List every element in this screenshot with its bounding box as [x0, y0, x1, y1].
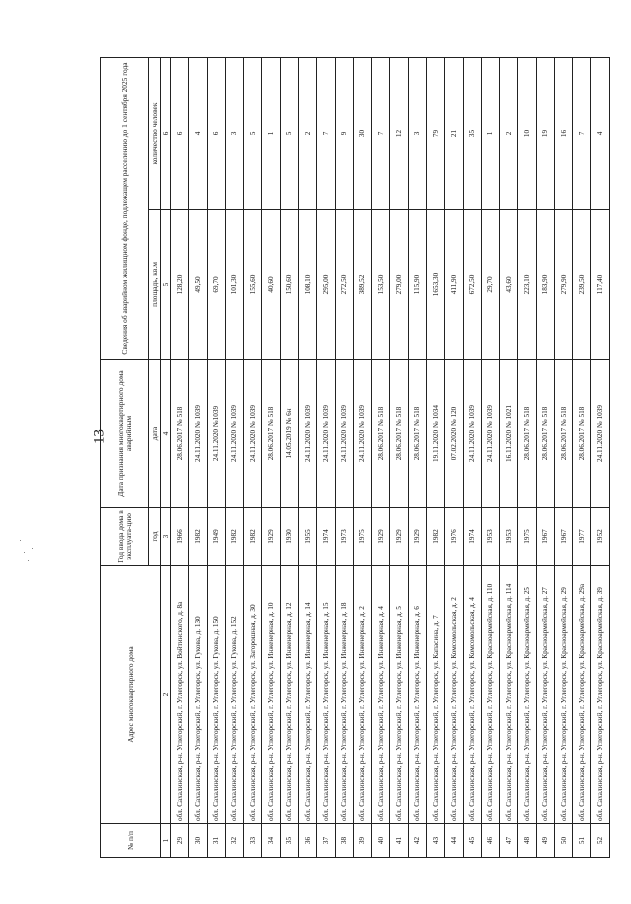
header-num: № п/п [101, 824, 161, 858]
cell-people: 79 [426, 58, 444, 210]
table-row [573, 58, 591, 858]
cell-people: 16 [554, 58, 572, 210]
cell-date: 28.06.2017 № 518 [518, 360, 536, 508]
cell-n: 50 [554, 824, 572, 858]
cell-year: 1952 [591, 508, 610, 566]
cell-year: 1929 [262, 508, 280, 566]
scan-speck [32, 548, 33, 549]
table-row [518, 58, 536, 858]
cell-n: 32 [225, 824, 243, 858]
cell-area: 108,10 [298, 210, 316, 360]
table-row [262, 58, 280, 858]
cell-area: 101,30 [225, 210, 243, 360]
cell-date: 28.06.2017 № 518 [262, 360, 280, 508]
cell-address: обл. Сахалинская, р-н. Углегорский, г. Углегорск, ул. Инженерная, д. 4 [372, 566, 390, 824]
cell-area: 223,10 [518, 210, 536, 360]
cell-year: 1955 [298, 508, 316, 566]
cell-n: 43 [426, 824, 444, 858]
cell-date: 28.06.2017 № 518 [171, 360, 189, 508]
table-row [500, 58, 518, 858]
table-row [317, 58, 335, 858]
index-row [161, 58, 171, 858]
cell-area: 389,52 [353, 210, 371, 360]
header-year-group: Год ввода дома в эксплуата-цию [101, 508, 149, 566]
cell-year: 1967 [554, 508, 572, 566]
cell-n: 52 [591, 824, 610, 858]
cell-date: 24.11.2020 №1039 [207, 360, 225, 508]
cell-people: 10 [518, 58, 536, 210]
cell-year: 1929 [408, 508, 426, 566]
cell-n: 30 [189, 824, 207, 858]
cell-date: 16.11.2020 № 1021 [500, 360, 518, 508]
cell-address: обл. Сахалинская, р-н. Углегорский, г. Углегорск, ул. Инженерная, д. 12 [280, 566, 298, 824]
cell-n: 36 [298, 824, 316, 858]
header-recognition-group: Дата признания многоквартирного дома аварийным [101, 360, 149, 508]
index-cell: 1 [161, 824, 171, 858]
header-area: площадь, кв.м [149, 210, 161, 360]
cell-n: 38 [335, 824, 353, 858]
table-row [554, 58, 572, 858]
cell-date: 14.05.2019 № 6н [280, 360, 298, 508]
cell-year: 1977 [573, 508, 591, 566]
rotated-table-container [100, 58, 610, 858]
cell-n: 51 [573, 824, 591, 858]
cell-year: 1967 [536, 508, 554, 566]
cell-area: 128,20 [171, 210, 189, 360]
cell-n: 33 [244, 824, 262, 858]
table-row [536, 58, 554, 858]
cell-n: 29 [171, 824, 189, 858]
cell-date: 24.11.2020 № 1039 [298, 360, 316, 508]
cell-year: 1975 [518, 508, 536, 566]
cell-area: 115,90 [408, 210, 426, 360]
cell-date: 19.11.2020 № 1034 [426, 360, 444, 508]
cell-address: обл. Сахалинская, р-н. Углегорский, г. Углегорск, ул. Красноармейская, д. 27 [536, 566, 554, 824]
cell-people: 6 [207, 58, 225, 210]
page-number: 13 [91, 429, 108, 444]
cell-area: 150,60 [280, 210, 298, 360]
cell-date: 28.06.2017 № 518 [408, 360, 426, 508]
header-people: количество человек [149, 58, 161, 210]
index-cell: 4 [161, 360, 171, 508]
cell-n: 48 [518, 824, 536, 858]
cell-area: 272,50 [335, 210, 353, 360]
table-row [335, 58, 353, 858]
cell-people: 12 [390, 58, 408, 210]
cell-people: 9 [335, 58, 353, 210]
cell-address: обл. Сахалинская, р-н. Углегорский, г. Углегорск, ул. Инженерная, д. 5 [390, 566, 408, 824]
cell-people: 5 [280, 58, 298, 210]
table-row [481, 58, 499, 858]
cell-area: 69,70 [207, 210, 225, 360]
cell-year: 1929 [372, 508, 390, 566]
cell-people: 6 [171, 58, 189, 210]
cell-n: 41 [390, 824, 408, 858]
index-cell: 5 [161, 210, 171, 360]
cell-people: 3 [225, 58, 243, 210]
cell-date: 28.06.2017 № 518 [372, 360, 390, 508]
table-row [426, 58, 444, 858]
cell-year: 1974 [463, 508, 481, 566]
cell-year: 1982 [225, 508, 243, 566]
cell-area: 49,50 [189, 210, 207, 360]
table-row [298, 58, 316, 858]
table-row [390, 58, 408, 858]
cell-address: обл. Сахалинская, р-н. Углегорский, г. Углегорск, ул. Красноармейская, д. 110 [481, 566, 499, 824]
cell-area: 279,00 [390, 210, 408, 360]
cell-area: 672,50 [463, 210, 481, 360]
header-date: дата [149, 360, 161, 508]
cell-n: 47 [500, 824, 518, 858]
cell-area: 183,90 [536, 210, 554, 360]
cell-area: 117,40 [591, 210, 610, 360]
cell-people: 35 [463, 58, 481, 210]
cell-date: 28.06.2017 № 518 [390, 360, 408, 508]
cell-year: 1975 [353, 508, 371, 566]
cell-n: 37 [317, 824, 335, 858]
cell-year: 1974 [317, 508, 335, 566]
cell-date: 24.11.2020 № 1039 [481, 360, 499, 508]
cell-area: 295,00 [317, 210, 335, 360]
cell-address: обл. Сахалинская, р-н. Углегорский, г. Углегорск, ул. Инженерная, д. 18 [335, 566, 353, 824]
cell-date: 24.11.2020 № 1039 [189, 360, 207, 508]
table-row [445, 58, 463, 858]
cell-address: обл. Сахалинская, р-н. Углегорский, г. Углегорск, ул. Комсомольская, д. 4 [463, 566, 481, 824]
table-row [189, 58, 207, 858]
index-cell: 2 [161, 566, 171, 824]
cell-address: обл. Сахалинская, р-н. Углегорский, г. Углегорск, ул. Красноармейская, д. 25 [518, 566, 536, 824]
cell-year: 1982 [426, 508, 444, 566]
cell-year: 1949 [207, 508, 225, 566]
cell-n: 35 [280, 824, 298, 858]
cell-area: 43,60 [500, 210, 518, 360]
cell-area: 411,90 [445, 210, 463, 360]
cell-people: 19 [536, 58, 554, 210]
cell-area: 279,90 [554, 210, 572, 360]
cell-address: обл. Сахалинская, р-н. Углегорский, г. Углегорск, ул. Красноармейская, д. 29а [573, 566, 591, 824]
cell-n: 31 [207, 824, 225, 858]
cell-date: 24.11.2020 № 1039 [463, 360, 481, 508]
cell-people: 7 [372, 58, 390, 210]
cell-address: обл. Сахалинская, р-н. Углегорский, г. Углегорск, ул. Комсомольская, д. 2 [445, 566, 463, 824]
header-address: Адрес многоквартирного дома [101, 566, 161, 824]
table-row [207, 58, 225, 858]
cell-area: 155,60 [244, 210, 262, 360]
cell-date: 24.11.2020 № 1039 [335, 360, 353, 508]
cell-year: 1973 [335, 508, 353, 566]
cell-people: 1 [481, 58, 499, 210]
cell-n: 39 [353, 824, 371, 858]
cell-people: 21 [445, 58, 463, 210]
cell-year: 1930 [280, 508, 298, 566]
cell-year: 1953 [500, 508, 518, 566]
cell-n: 46 [481, 824, 499, 858]
table-row [408, 58, 426, 858]
cell-date: 07.02.2020 № 120 [445, 360, 463, 508]
header-year: год [149, 508, 161, 566]
cell-people: 7 [317, 58, 335, 210]
cell-people: 1 [262, 58, 280, 210]
cell-area: 239,50 [573, 210, 591, 360]
table-row [171, 58, 189, 858]
cell-n: 40 [372, 824, 390, 858]
index-cell: 6 [161, 58, 171, 210]
table-row [591, 58, 610, 858]
cell-date: 28.06.2017 № 518 [536, 360, 554, 508]
cell-address: обл. Сахалинская, р-н. Углегорский, г. Углегорск, ул. Красноармейская, д. 39 [591, 566, 610, 824]
cell-date: 24.11.2020 № 1039 [244, 360, 262, 508]
cell-n: 49 [536, 824, 554, 858]
cell-address: обл. Сахалинская, р-н. Углегорский, г. Углегорск, ул. Гукова, д. 152 [225, 566, 243, 824]
table-row [353, 58, 371, 858]
cell-people: 5 [244, 58, 262, 210]
scan-speck [20, 540, 21, 541]
cell-address: обл. Сахалинская, р-н. Углегорский, г. Углегорск, ул. Инженерная, д. 2 [353, 566, 371, 824]
cell-address: обл. Сахалинская, р-н. Углегорский, г. Углегорск, ул. Красноармейская, д. 114 [500, 566, 518, 824]
cell-year: 1953 [481, 508, 499, 566]
cell-year: 1982 [189, 508, 207, 566]
cell-address: обл. Сахалинская, р-н. Углегорский, г. Углегорск, ул. Инженерная, д. 6 [408, 566, 426, 824]
cell-year: 1929 [390, 508, 408, 566]
cell-year: 1982 [244, 508, 262, 566]
scan-speck [24, 552, 25, 553]
table-row [463, 58, 481, 858]
cell-date: 28.06.2017 № 518 [554, 360, 572, 508]
cell-address: обл. Сахалинская, р-н. Углегорский, г. Углегорск, ул. Гукова, д. 130 [189, 566, 207, 824]
cell-area: 1653,30 [426, 210, 444, 360]
cell-n: 45 [463, 824, 481, 858]
scan-speck [28, 560, 29, 561]
cell-address: обл. Сахалинская, р-н. Углегорский, г. Углегорск, ул. Инженерная, д. 10 [262, 566, 280, 824]
cell-year: 1976 [445, 508, 463, 566]
cell-people: 4 [591, 58, 610, 210]
cell-people: 7 [573, 58, 591, 210]
cell-area: 40,60 [262, 210, 280, 360]
cell-area: 153,50 [372, 210, 390, 360]
cell-people: 4 [189, 58, 207, 210]
cell-area: 29,70 [481, 210, 499, 360]
cell-date: 24.11.2020 № 1039 [591, 360, 610, 508]
cell-address: обл. Сахалинская, р-н. Углегорский, г. Углегорск, ул. Инженерная, д. 15 [317, 566, 335, 824]
cell-people: 2 [298, 58, 316, 210]
cell-address: обл. Сахалинская, р-н. Углегорский, г. Углегорск, ул. Гукова, д. 150 [207, 566, 225, 824]
cell-date: 28.06.2017 № 518 [573, 360, 591, 508]
index-cell: 3 [161, 508, 171, 566]
cell-people: 3 [408, 58, 426, 210]
cell-n: 34 [262, 824, 280, 858]
table-row [372, 58, 390, 858]
cell-address: обл. Сахалинская, р-н. Углегорский, г. Углегорск, ул. Загорошная, д. 30 [244, 566, 262, 824]
cell-address: обл. Сахалинская, р-н. Углегорский, г. Углегорск, ул. Капасина, д. 7 [426, 566, 444, 824]
cell-address: обл. Сахалинская, р-н. Углегорский, г. Углегорск, ул. Красноармейская, д. 29 [554, 566, 572, 824]
cell-year: 1966 [171, 508, 189, 566]
emergency-housing-table [100, 57, 610, 858]
cell-date: 24.11.2020 № 1039 [353, 360, 371, 508]
cell-n: 42 [408, 824, 426, 858]
cell-people: 30 [353, 58, 371, 210]
cell-address: обл. Сахалинская, р-н. Углегорский, г. Углегорск, ул. Инженерная, д. 14 [298, 566, 316, 824]
cell-address: обл. Сахалинская, р-н. Углегорский, г. Углегорск, ул. Войтинского, д. 8а [171, 566, 189, 824]
table-row [280, 58, 298, 858]
header-emergency-group: Сведения об аварийном жилищном фонде, подлежащем расселению до 1 сентября 2025 года [101, 58, 149, 360]
table-row [244, 58, 262, 858]
cell-date: 24.11.2020 № 1039 [225, 360, 243, 508]
cell-date: 24.11.2020 № 1039 [317, 360, 335, 508]
cell-n: 44 [445, 824, 463, 858]
cell-people: 2 [500, 58, 518, 210]
table-row [225, 58, 243, 858]
